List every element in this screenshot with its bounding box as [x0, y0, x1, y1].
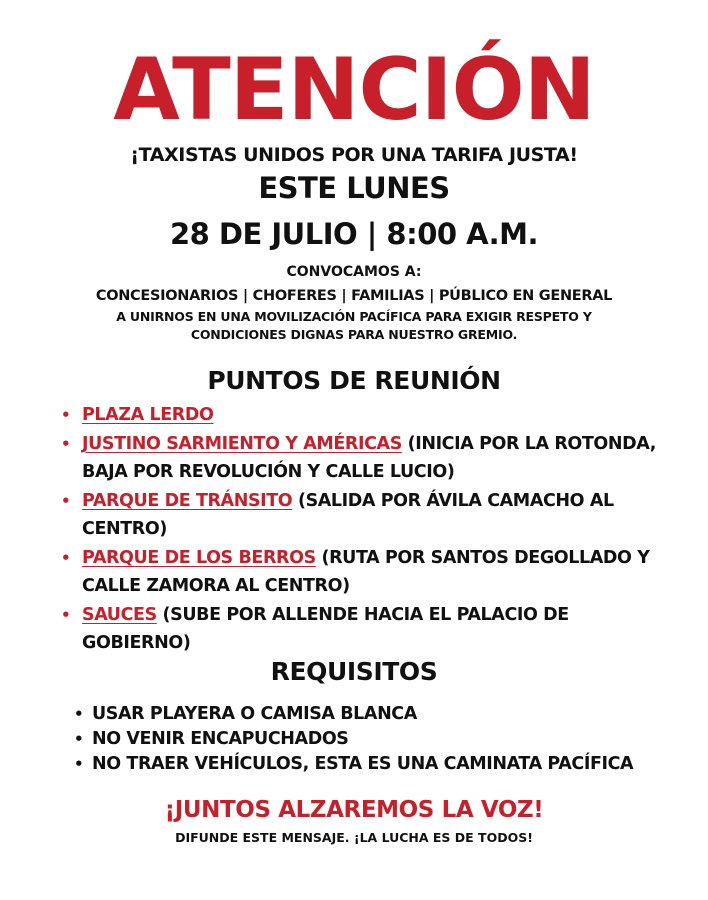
- convocamos-line-1: A UNIRNOS EN UNA MOVILIZACIÓN PACÍFICA PARA EXIGIR RESPETO Y: [116, 309, 592, 324]
- requirement-text: USAR PLAYERA O CAMISA BLANCA: [92, 704, 417, 724]
- bullet-icon: •: [61, 491, 71, 510]
- meeting-point-item: [58, 401, 678, 430]
- requirements-title: REQUISITOS: [270, 657, 438, 686]
- bullet-icon: •: [74, 705, 84, 723]
- requirement-text: NO VENIR ENCAPUCHADOS: [92, 729, 349, 749]
- convocamos-line-2: CONDICIONES DIGNAS PARA NUESTRO GREMIO.: [190, 327, 518, 342]
- bullet-icon: •: [61, 434, 71, 453]
- meeting-point-place: JUSTINO SARMIENTO Y AMÉRICAS: [82, 433, 402, 454]
- convocamos-title: CONVOCAMOS A:: [286, 264, 422, 280]
- bullet-icon: •: [61, 406, 71, 424]
- meeting-points-title: PUNTOS DE REUNIÓN: [207, 366, 501, 395]
- headline: ATENCIÓN: [113, 40, 595, 140]
- meeting-point-item: [58, 601, 678, 658]
- subtitle: ¡TAXISTAS UNIDOS POR UNA TARIFA JUSTA!: [130, 144, 578, 166]
- convocamos-text: [0, 308, 708, 344]
- slogan: ¡JUNTOS ALZAREMOS LA VOZ!: [164, 797, 544, 823]
- bullet-icon: •: [61, 548, 71, 567]
- meeting-point-item: [58, 544, 678, 601]
- requirement-text: NO TRAER VEHÍCULOS, ESTA ES UNA CAMINATA PACÍFICA: [92, 754, 634, 774]
- meeting-point-detail: (SUBE POR ALLENDE HACIA EL PALACIO DE GOBIERNO): [82, 604, 569, 653]
- meeting-point-place: PLAZA LERDO: [82, 405, 214, 425]
- meeting-point-place: SAUCES: [82, 604, 157, 625]
- requirements-list: [70, 702, 690, 777]
- meeting-point-detail: (RUTA POR SANTOS DEGOLLADO Y CALLE ZAMORA AL CENTRO): [82, 547, 650, 596]
- requirement-item: [70, 727, 690, 752]
- bullet-icon: •: [61, 605, 71, 624]
- requirement-item: [70, 702, 690, 727]
- footer-message: DIFUNDE ESTE MENSAJE. ¡LA LUCHA ES DE TODOS!: [175, 830, 533, 845]
- meeting-point-place: PARQUE DE LOS BERROS: [82, 547, 316, 568]
- event-day: ESTE LUNES: [258, 171, 450, 205]
- meeting-points-list: [58, 401, 678, 658]
- meeting-point-detail: (SALIDA POR ÁVILA CAMACHO AL CENTRO): [82, 490, 614, 539]
- meeting-point-item: [58, 430, 678, 487]
- requirement-item: [70, 752, 690, 777]
- bullet-icon: •: [74, 730, 84, 748]
- event-datetime: 28 DE JULIO | 8:00 A.M.: [169, 217, 539, 251]
- convocamos-audience: CONCESIONARIOS | CHOFERES | FAMILIAS | PÚBLICO EN GENERAL: [95, 288, 613, 304]
- meeting-point-item: [58, 487, 678, 544]
- meeting-point-place: PARQUE DE TRÁNSITO: [82, 490, 293, 511]
- meeting-point-detail: (INICIA POR LA ROTONDA, BAJA POR REVOLUCIÓN Y CALLE LUCIO): [82, 433, 656, 482]
- bullet-icon: •: [74, 755, 84, 773]
